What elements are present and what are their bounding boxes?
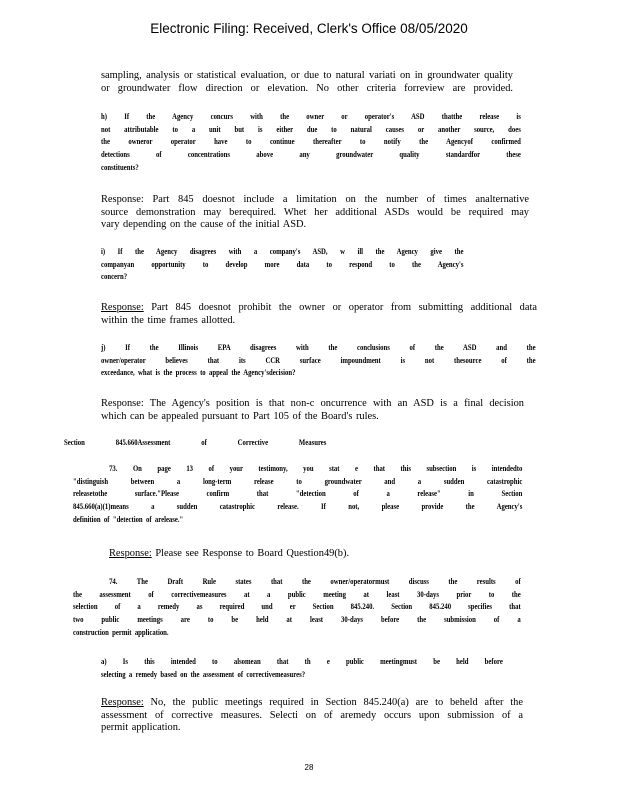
text-line: "distinguish between a long-term release to groundwater and a sudden catastrophic bbox=[73, 476, 523, 486]
response-73 bbox=[109, 548, 409, 561]
response-label: Response: bbox=[101, 697, 144, 708]
text-line: selection of a remedy as required und er Section 845.240. Section 845.240 specifies that bbox=[73, 602, 521, 612]
question-h bbox=[101, 111, 521, 175]
text-line: permit application. bbox=[101, 722, 181, 734]
text-line: companyan opportunity to develop more data to respond to the Agency's bbox=[101, 259, 464, 269]
text-line: vary depending on the cause of the initial ASD. bbox=[101, 219, 307, 231]
text-line: two public meetings are to be held at least 30-days before the submission of a bbox=[73, 615, 521, 625]
text-line: j) If the Illinois EPA disagrees with the conclusions of the ASD and the bbox=[101, 343, 536, 352]
response-h bbox=[101, 194, 529, 232]
text-line: constituents? bbox=[101, 162, 139, 172]
text-line: definition of "detection of arelease." bbox=[73, 514, 184, 524]
text-line: exceedance, what is the process to appeal the Agency'sdecision? bbox=[101, 368, 296, 378]
text-line: 74. The Draft Rule states that the owner/operatormust discuss the results of bbox=[109, 577, 521, 586]
text-span: Part 845 doesnot prohibit the owner or operator from submitting additional data bbox=[151, 302, 537, 313]
text-line: the assessment of correctivemeasures at a public meeting at least 30-days prior to the bbox=[73, 589, 521, 599]
response-74 bbox=[101, 697, 523, 735]
response-label: Response: bbox=[101, 302, 144, 313]
text-line: releasetothe surface."Please confirm that "detection of a release" in Section bbox=[73, 489, 523, 499]
text-line: concern? bbox=[101, 272, 128, 282]
text-line: which can be appealed pursuant to Part 105 of the Board's rules. bbox=[101, 410, 379, 422]
text-line: assessment of corrective measures. Selecti on of aremedy occurs upon submission of a bbox=[101, 709, 523, 721]
text-line bbox=[101, 697, 523, 710]
question-74a bbox=[101, 656, 503, 681]
question-74 bbox=[73, 576, 521, 640]
text-line: source demonstration may berequired. Whet her additional ASDs would be required may bbox=[101, 206, 529, 218]
response-j bbox=[101, 398, 524, 423]
text-line: the owneror operator have to continue thereafter to notify the Agencyof confirmed bbox=[101, 137, 521, 147]
text-line: i) If the Agency disagrees with a company's ASD, w ill the Agency give the bbox=[101, 247, 464, 256]
text-span: Please see Response to Board Question49(b). bbox=[151, 548, 350, 559]
text-line: Section 845.660Assessment of Corrective Measures bbox=[64, 438, 327, 447]
question-i bbox=[101, 246, 463, 284]
response-i bbox=[101, 302, 537, 327]
text-line bbox=[101, 302, 537, 315]
text-line: owner/operator believes that its CCR surface impoundment is not thesource of the bbox=[101, 355, 536, 365]
text-line: selecting a remedy based on the assessment of correctivemeasures? bbox=[101, 669, 306, 679]
text-line: Response: Part 845 doesnot include a limitation on the number of times analternative bbox=[101, 194, 529, 205]
page-number: 28 bbox=[304, 763, 314, 772]
text-line bbox=[109, 548, 409, 561]
section-heading bbox=[64, 437, 326, 450]
text-line: a) Is this intended to alsomean that th e public meetingmust be held before bbox=[101, 657, 503, 666]
paragraph-1 bbox=[101, 70, 513, 95]
question-j bbox=[101, 342, 536, 380]
filing-header: Electronic Filing: Received, Clerk's Office 08/05/2020 bbox=[150, 21, 468, 36]
text-span: No, the public meetings required in Section 845.240(a) are to beheld after the bbox=[150, 697, 523, 708]
text-line: 73. On page 13 of your testimony, you stat e that this subsection is intendedto bbox=[109, 464, 523, 473]
text-line: sampling, analysis or statistical evaluation, or due to natural variati on in groundwater quality bbox=[101, 70, 513, 81]
question-73 bbox=[73, 463, 522, 527]
text-line: h) If the Agency concurs with the owner or operator's ASD thatthe release is bbox=[101, 112, 521, 121]
text-line: Response: The Agency's position is that non-c oncurrence with an ASD is a final decision bbox=[101, 398, 524, 409]
text-line: detections of concentrations above any groundwater quality standardfor these bbox=[101, 150, 521, 160]
text-line: or groundwater flow direction or elevation. No other criteria forreview are provided. bbox=[101, 82, 513, 94]
text-line: 845.660(a)(1)means a sudden catastrophic release. If not, please provide the Agency's bbox=[73, 502, 523, 512]
text-line: not attributable to a unit but is either due to natural causes or another source, does bbox=[101, 124, 521, 134]
response-label: Response: bbox=[109, 548, 152, 559]
text-line: within the time frames allotted. bbox=[101, 314, 236, 326]
text-line: construction permit application. bbox=[73, 627, 169, 637]
